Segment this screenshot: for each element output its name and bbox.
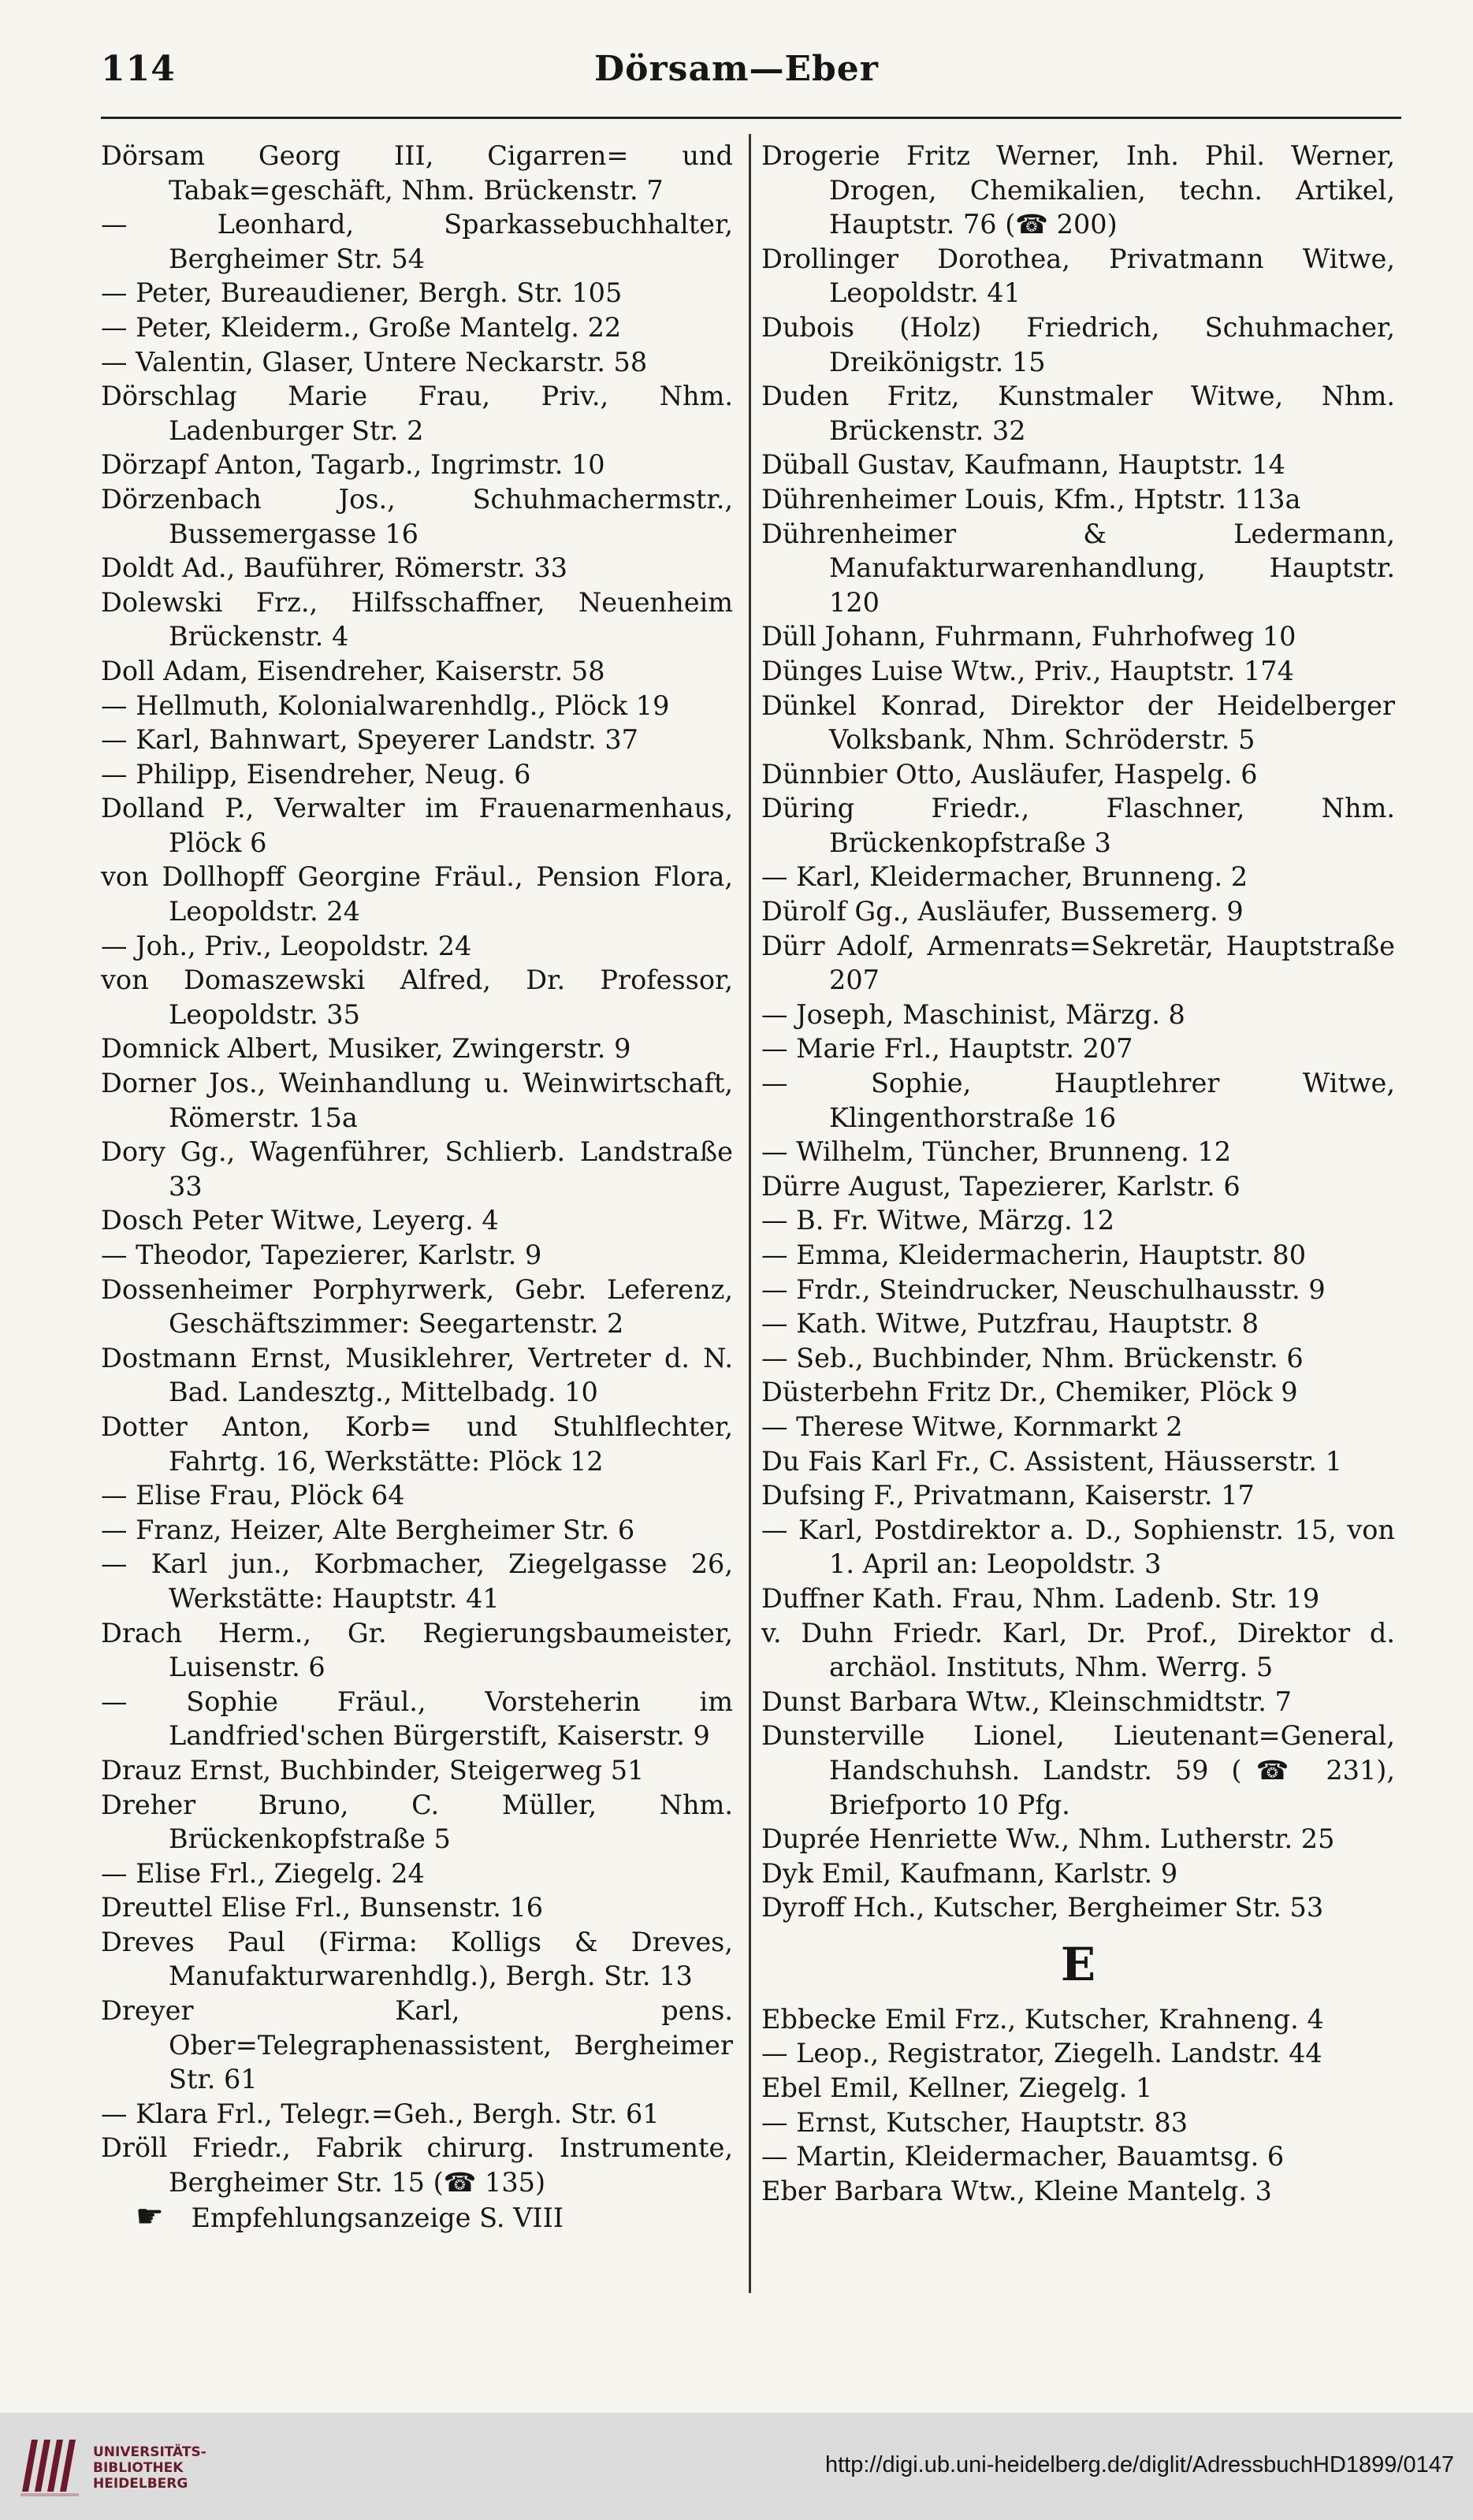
entry: Düsterbehn Fritz Dr., Chemiker, Plöck 9 [761,1377,1298,1408]
viewer-footer-bar [0,2413,1473,2520]
left-column [101,139,733,2235]
entry: Dörschlag Marie Frau, Priv., Nhm. Ladenburger Str. 2 [101,381,733,446]
entry: Dünges Luise Wtw., Priv., Hauptstr. 174 [761,655,1294,686]
running-head: Dörsam—Eber [593,49,879,89]
entry: Dubois (Holz) Friedrich, Schuhmacher, Dreikönigstr. 15 [761,311,1395,377]
entry: v. Duhn Friedr. Karl, Dr. Prof., Direktor d. archäol. Instituts, Nhm. Werrg. 5 [761,1617,1395,1683]
entry: — Karl, Postdirektor a. D., Sophienstr. 15, von 1. April an: Leopoldstr. 3 [761,1514,1395,1580]
library-name-line: UNIVERSITÄTS- [93,2444,206,2460]
entry: — Philipp, Eisendreher, Neug. 6 [101,758,531,790]
entry: — Seb., Buchbinder, Nhm. Brückenstr. 6 [761,1342,1304,1373]
library-name-line: BIBLIOTHEK [93,2460,184,2476]
entry: — Sophie, Hauptlehrer Witwe, Klingenthorstraße 16 [761,1068,1395,1133]
entry: Drollinger Dorothea, Privatmann Witwe, Leopoldstr. 41 [761,243,1395,309]
entry: — Karl, Kleidermacher, Brunneng. 2 [761,861,1248,893]
entry: — Sophie Fräul., Vorsteherin im Landfried'schen Bürgerstift, Kaiserstr. 9 [101,1686,733,1752]
entry: Ebel Emil, Kellner, Ziegelg. 1 [761,2072,1153,2104]
entry: — Ernst, Kutscher, Hauptstr. 83 [761,2106,1188,2138]
entry: Dreyer Karl, pens. Ober=Telegraphenassistent, Bergheimer Str. 61 [101,1995,733,2095]
entry: Dörzenbach Jos., Schuhmachermstr., Bussemergasse 16 [101,483,733,549]
library-name [93,2444,206,2492]
entry: — Therese Witwe, Kornmarkt 2 [761,1411,1183,1442]
entry: — B. Fr. Witwe, Märzg. 12 [761,1205,1115,1236]
entry: — Karl jun., Korbmacher, Ziegelgasse 26, Werkstätte: Hauptstr. 41 [101,1548,733,1614]
entry: Ebbecke Emil Frz., Kutscher, Krahneng. 4 [761,2003,1324,2035]
entry: — Wilhelm, Tüncher, Brunneng. 12 [761,1136,1232,1168]
advertisement-reference [101,2200,733,2236]
entry: Dyroff Hch., Kutscher, Bergheimer Str. 53 [761,1892,1324,1923]
entry: — Hellmuth, Kolonialwarenhdlg., Plöck 19 [101,689,670,721]
entry: Dürr Adolf, Armenrats=Sekretär, Hauptstraße 207 [761,930,1395,996]
entry: — Elise Frau, Plöck 64 [101,1480,405,1511]
header-rule [101,117,1401,119]
entry: — Kath. Witwe, Putzfrau, Hauptstr. 8 [761,1308,1259,1340]
entry: — Leop., Registrator, Ziegelh. Landstr. 44 [761,2038,1322,2069]
column-divider [749,134,751,2293]
entry: Doll Adam, Eisendreher, Kaiserstr. 58 [101,655,605,686]
entry: — Elise Frl., Ziegelg. 24 [101,1857,425,1889]
entry: Dünnbier Otto, Ausläufer, Haspelg. 6 [761,758,1258,790]
entry: von Dollhopff Georgine Fräul., Pension Flora, Leopoldstr. 24 [101,861,733,927]
entry: Dührenheimer & Ledermann, Manufakturwarenhandlung, Hauptstr. 120 [761,518,1395,618]
advertisement-reference-text: Empfehlungsanzeige S. VIII [191,2202,564,2233]
entry: — Joseph, Maschinist, Märzg. 8 [761,998,1185,1030]
entry: Dunsterville Lionel, Lieutenant=General, Handschuhsh. Landstr. 59 (☎ 231), Briefporto 10 Pfg. [761,1720,1395,1820]
entry: Dreuttel Elise Frl., Bunsenstr. 16 [101,1892,544,1923]
entry: — Klara Frl., Telegr.=Geh., Bergh. Str. 61 [101,2098,660,2129]
library-name-line: HEIDELBERG [93,2476,188,2492]
entry: Dörsam Georg III, Cigarren= und Tabak=geschäft, Nhm. Brückenstr. 7 [101,140,733,206]
entry: — Theodor, Tapezierer, Karlstr. 9 [101,1240,542,1270]
entry: — Karl, Bahnwart, Speyerer Landstr. 37 [101,724,638,756]
pointing-hand-icon: ☛ [136,2198,164,2235]
entry: Dreher Bruno, C. Müller, Nhm. Brückenkopfstraße 5 [101,1789,733,1855]
entry: Dostmann Ernst, Musiklehrer, Vertreter d. N. Bad. Landesztg., Mittelbadg. 10 [101,1342,733,1408]
source-url-link[interactable]: http://digi.ub.uni-heidelberg.de/diglit/AdressbuchHD1899/0147 [824,2452,1454,2477]
entry: Dory Gg., Wagenführer, Schlierb. Landstraße 33 [101,1136,733,1202]
entry: Dunst Barbara Wtw., Kleinschmidtstr. 7 [761,1686,1292,1717]
entry: — Leonhard, Sparkassebuchhalter, Bergheimer Str. 54 [101,209,733,274]
entry: Drauz Ernst, Buchbinder, Steigerweg 51 [101,1754,645,1786]
entry: Dosch Peter Witwe, Leyerg. 4 [101,1205,499,1236]
section-letter-e: E [1060,1937,1096,1991]
entry: Dossenheimer Porphyrwerk, Gebr. Leferenz, Geschäftszimmer: Seegartenstr. 2 [101,1273,733,1340]
entry: Düball Gustav, Kaufmann, Hauptstr. 14 [761,449,1285,481]
entry: Dörzapf Anton, Tagarb., Ingrimstr. 10 [101,449,605,481]
entry: Dufsing F., Privatmann, Kaiserstr. 17 [761,1480,1255,1511]
entry: Dorner Jos., Weinhandlung u. Weinwirtschaft, Römerstr. 15a [101,1068,733,1133]
entry: — Valentin, Glaser, Untere Neckarstr. 58 [101,346,648,377]
entry: Drach Herm., Gr. Regierungsbaumeister, Luisenstr. 6 [101,1617,733,1683]
entry: Düll Johann, Fuhrmann, Fuhrhofweg 10 [761,621,1296,652]
entry: Domnick Albert, Musiker, Zwingerstr. 9 [101,1033,631,1065]
entry: Düring Friedr., Flaschner, Nhm. Brückenkopfstraße 3 [761,793,1395,858]
entry: — Franz, Heizer, Alte Bergheimer Str. 6 [101,1514,635,1545]
entry: — Emma, Kleidermacherin, Hauptstr. 80 [761,1240,1307,1270]
page-number: 114 [101,49,176,89]
entry: Dolland P., Verwalter im Frauenarmenhaus, Plöck 6 [101,793,733,858]
entry: Dürre August, Tapezierer, Karlstr. 6 [761,1170,1241,1202]
entry: Drogerie Fritz Werner, Inh. Phil. Werner, Drogen, Chemikalien, techn. Artikel, Hauptstr. 76 (☎ 200) [761,140,1395,240]
entry: — Peter, Bureaudiener, Bergh. Str. 105 [101,277,623,309]
entry: — Joh., Priv., Leopoldstr. 24 [101,930,472,961]
entry: Dreves Paul (Firma: Kolligs & Dreves, Manufakturwarenhdlg.), Bergh. Str. 13 [101,1926,733,1992]
entry: Duprée Henriette Ww., Nhm. Lutherstr. 25 [761,1823,1335,1855]
entry: Duffner Kath. Frau, Nhm. Ladenb. Str. 19 [761,1582,1320,1614]
university-library-logo-icon [14,2430,85,2501]
entry: — Marie Frl., Hauptstr. 207 [761,1033,1133,1065]
entry: von Domaszewski Alfred, Dr. Professor, Leopoldstr. 35 [101,965,733,1030]
entry: Duden Fritz, Kunstmaler Witwe, Nhm. Brückenstr. 32 [761,381,1395,446]
entry: — Frdr., Steindrucker, Neuschulhausstr. 9 [761,1273,1326,1305]
entry: Dünkel Konrad, Direktor der Heidelberger Volksbank, Nhm. Schröderstr. 5 [761,689,1395,756]
entry: Eber Barbara Wtw., Kleine Mantelg. 3 [761,2175,1272,2206]
entry: Dyk Emil, Kaufmann, Karlstr. 9 [761,1857,1178,1889]
entry: Dröll Friedr., Fabrik chirurg. Instrumente, Bergheimer Str. 15 (☎ 135) [101,2132,733,2198]
entry: Dotter Anton, Korb= und Stuhlflechter, Fahrtg. 16, Werkstätte: Plöck 12 [101,1411,733,1477]
entry: — Peter, Kleiderm., Große Mantelg. 22 [101,311,622,343]
entry: Dürolf Gg., Ausläufer, Bussemerg. 9 [761,896,1244,927]
entry: — Martin, Kleidermacher, Bauamtsg. 6 [761,2141,1285,2172]
entry: Doldt Ad., Bauführer, Römerstr. 33 [101,552,567,584]
right-column [761,139,1395,2208]
entry: Dührenheimer Louis, Kfm., Hptstr. 113a [761,483,1301,515]
entry: Du Fais Karl Fr., C. Assistent, Häusserstr. 1 [761,1445,1342,1477]
entry: Dolewski Frz., Hilfsschaffner, Neuenheim Brückenstr. 4 [101,586,733,652]
